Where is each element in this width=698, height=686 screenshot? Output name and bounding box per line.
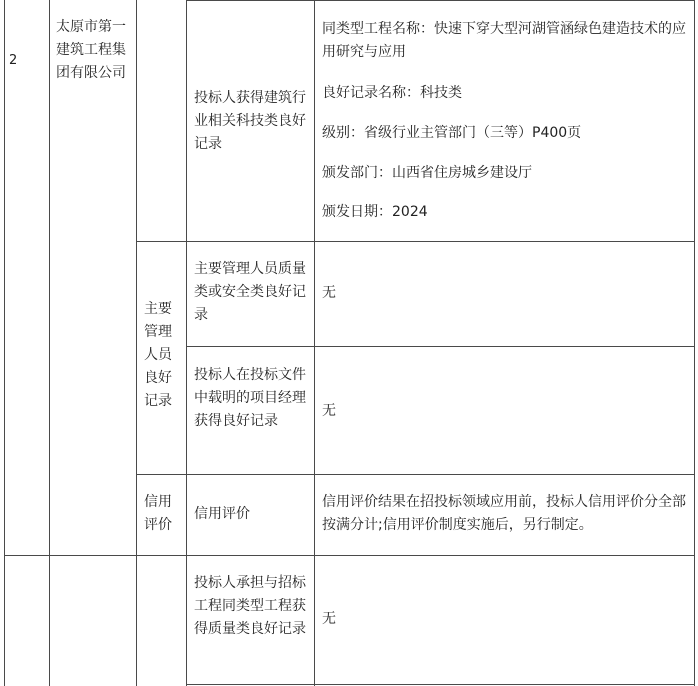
col-divider-item	[314, 0, 315, 686]
content-project-manager: 无	[322, 403, 336, 419]
row-line-3	[136, 474, 695, 475]
content-staff-quality-safety: 无	[322, 285, 336, 301]
record-issue-date: 颁发日期：2024	[322, 204, 428, 220]
col-divider-company	[136, 0, 137, 686]
record-name: 良好记录名称：科技类	[322, 85, 462, 101]
row-line-top	[186, 0, 695, 1]
col-divider-number	[49, 0, 50, 686]
item-project-manager: 投标人在投标文件中载明的项目经理获得良好记录	[194, 367, 306, 429]
content-similar-project-quality: 无	[322, 611, 336, 627]
row-line-4	[4, 555, 695, 556]
row-number: 2	[9, 53, 18, 68]
item-credit-evaluation: 信用评价	[194, 506, 250, 522]
row-line-2	[186, 346, 695, 347]
col-divider-section	[186, 0, 187, 686]
section-credit-evaluation: 信用评价	[144, 494, 172, 533]
record-project-name: 同类型工程名称：快速下穿大型河湖管涵绿色建造技术的应用研究与应用	[322, 21, 686, 60]
table-border-left	[4, 0, 5, 686]
content-credit-evaluation: 信用评价结果在招投标领域应用前，投标人信用评价分全部按满分计;信用评价制度实施后，另行制定。	[322, 494, 686, 533]
record-level: 级别：省级行业主管部门（三等）P400页	[322, 125, 582, 141]
row-line-1	[136, 241, 695, 242]
row-line-bottom	[186, 684, 695, 685]
item-similar-project-quality: 投标人承担与招标工程同类型工程获得质量类良好记录	[194, 575, 306, 637]
table-border-right	[694, 0, 695, 686]
section-staff-records: 主要管理人员良好记录	[144, 301, 172, 409]
company-name: 太原市第一建筑工程集团有限公司	[56, 19, 126, 81]
item-tech-record: 投标人获得建筑行业相关科技类良好记录	[194, 90, 306, 152]
record-issuer: 颁发部门：山西省住房城乡建设厅	[322, 165, 532, 181]
item-staff-quality-safety: 主要管理人员质量类或安全类良好记录	[194, 261, 306, 323]
